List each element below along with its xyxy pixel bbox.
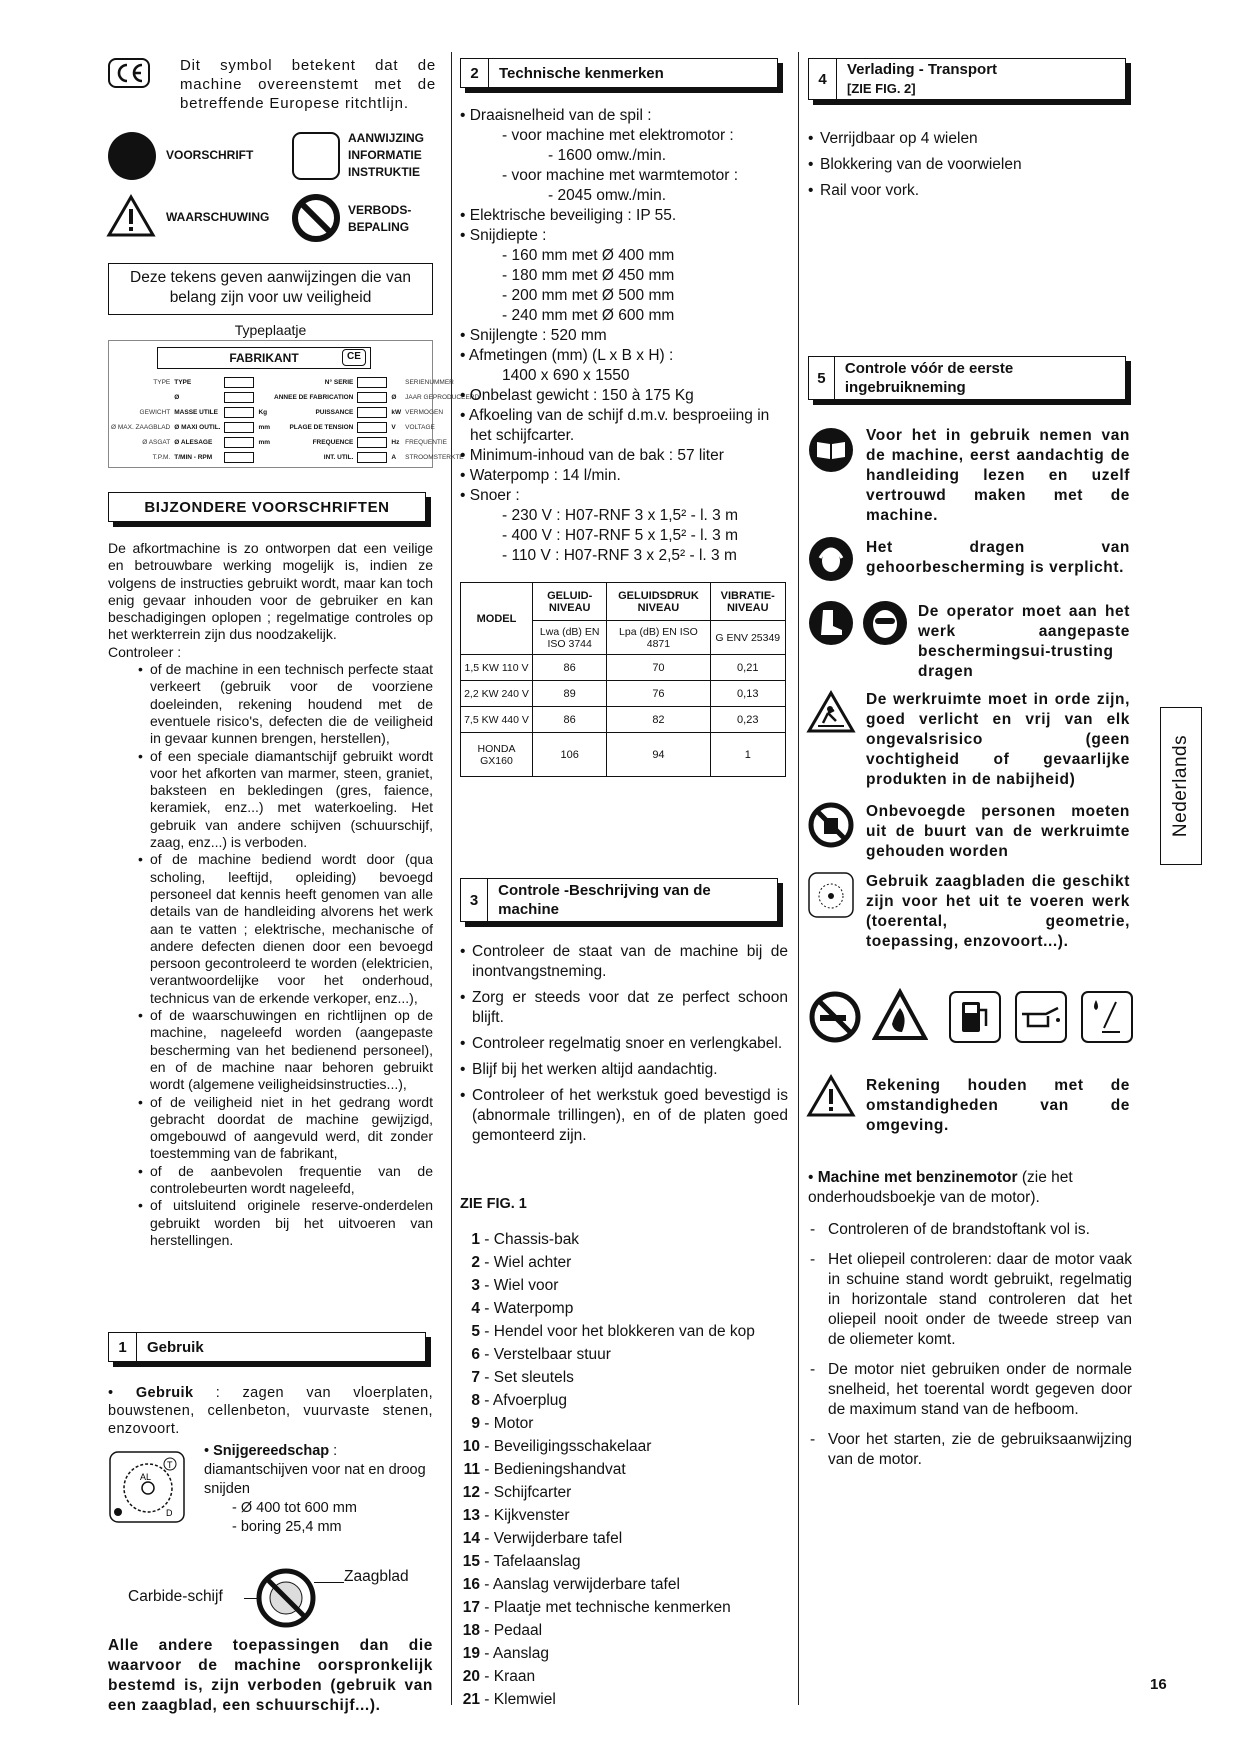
blade-diagram-icon xyxy=(108,1450,186,1524)
legend-voorschrift: VOORSCHRIFT xyxy=(166,148,254,162)
legend-verbod: VERBODS- BEPALING xyxy=(348,203,412,234)
table-header: VIBRATIE-NIVEAU xyxy=(710,583,785,621)
plate-row: TYPE TYPE N° SERIE SERIENUMMER xyxy=(109,375,481,390)
table-header: MODEL xyxy=(461,583,533,655)
svg-text:T: T xyxy=(167,1460,173,1470)
table-header: GELUID-NIVEAU xyxy=(533,583,607,621)
spec-line: - 160 mm met Ø 400 mm xyxy=(502,247,675,264)
legend-waarschuwing: WAARSCHUWING xyxy=(166,210,270,224)
legend-aanwijzing: AANWIJZING INFORMATIE INSTRUKTIE xyxy=(348,131,424,179)
table-header-row xyxy=(461,583,786,621)
parts-list xyxy=(460,1228,790,1711)
list-item: - Het oliepeil controleren: daar de motor vaak in schuine stand wordt gebruikt, regelmatig in horizontale stand controleren dat het oliepeil nooit onder de tweede streep van de oliemeter komt. xyxy=(808,1250,1132,1350)
spec-line: • Minimum-inhoud van de bak : 57 liter xyxy=(460,447,724,464)
svg-text:AL: AL xyxy=(140,1472,152,1482)
no-unauthorized-icon xyxy=(808,802,854,848)
table-cell: 82 xyxy=(607,707,710,733)
part-item: 4 - Waterpomp xyxy=(471,1300,574,1317)
spec-line: • Draaisnelheid van de spil : xyxy=(460,107,652,124)
table-row xyxy=(461,655,786,681)
plate-row: GEWICHT MASSE UTILE Kg PUISSANCE kW VERMOGEN xyxy=(109,405,481,420)
part-item: 14 - Verwijderbare tafel xyxy=(462,1530,623,1547)
part-item: 5 - Hendel voor het blokkeren van de kop xyxy=(471,1323,755,1340)
carbide-label: Carbide-schijf xyxy=(128,1588,223,1605)
table-cell: 86 xyxy=(533,655,607,681)
table-row xyxy=(461,707,786,733)
part-item: 18 - Pedaal xyxy=(462,1622,543,1639)
face-protection-icon xyxy=(862,600,908,646)
table-unit: Lpa (dB) EN ISO 4871 xyxy=(607,621,710,655)
list-item: • Blijf bij het werken altijd aandachtig. xyxy=(460,1060,788,1080)
spec-line: - 2045 omw./min. xyxy=(548,187,667,204)
table-cell: 106 xyxy=(533,733,607,777)
info-square-icon xyxy=(292,132,340,180)
table-cell: 1 xyxy=(710,733,785,777)
warning-workspace: De werkruimte moet in orde zijn, goed verlicht en vrij van elk ongevalsrisico (geen vochtigheid of gevaarlijke produkten in de nabijheid) xyxy=(866,691,1130,788)
list-item: • of een speciale diamantschijf gebruikt wordt voor het afkorten van marmer, steen, graniet, baksteen en bekledingen (gres, faience, keramiek, enz...) met waterkoeling. Het gebruik van andere schijven (schuurschijf, zaag, enz...) is verboden. xyxy=(138,748,433,852)
part-item: 11 - Bedieningshandvat xyxy=(463,1461,626,1478)
list-item: - Voor het starten, zie de gebruiksaanwijzing van de motor. xyxy=(808,1430,1132,1470)
spec-line: • Snoer : xyxy=(460,487,520,504)
table-cell: HONDA GX160 xyxy=(461,733,533,777)
spec-line: - 200 mm met Ø 500 mm xyxy=(502,287,675,304)
section-1-gebruik: 1 Gebruik xyxy=(108,1332,426,1362)
spec-line: - 1600 omw./min. xyxy=(548,147,667,164)
plate-row: Ø ANNEE DE FABRICATION Ø JAAR GEPRODUCEERD xyxy=(109,390,481,405)
read-manual-icon xyxy=(808,427,854,473)
spec-line: • Onbelast gewicht : 150 à 175 Kg xyxy=(460,387,694,404)
spec-line: • Afkoeling van de schijf d.m.v. besproeiing in het schijfcarter. xyxy=(460,407,770,444)
part-item: 1 - Chassis-bak xyxy=(471,1231,580,1248)
spec-line: • Afmetingen (mm) (L x B x H) : xyxy=(460,347,674,364)
list-item: • of de machine bediend wordt door (qua scholing, leeftijd, opleiding) bevoegd personeel dat kennis heeft genomen van alle details van de handleiding alvorens het werk aan te vatten ; elektrische, mechanische of andere defecten dienen door een bevoegd persoon gecontroleerd te worden (elektricien, verantwoordelijke voor het onderhoud, technicus van de erkende verkoper, enz...), xyxy=(138,851,433,1007)
part-item: 17 - Plaatje met technische kenmerken xyxy=(462,1599,731,1616)
water-level-icon xyxy=(1080,990,1134,1044)
part-item: 19 - Aanslag xyxy=(462,1645,549,1662)
spec-line: • Waterpomp : 14 l/min. xyxy=(460,467,621,484)
mandatory-circle-icon xyxy=(108,132,156,180)
plate-row: Ø ASGAT Ø ALESAGE mm FREQUENCE Hz FREQUENTIE xyxy=(109,435,481,450)
page-number: 16 xyxy=(1150,1676,1167,1693)
table-cell: 0,13 xyxy=(710,681,785,707)
snijgereedschap: • Snijgereedschap : diamantschijven voor nat en droog snijden - Ø 400 tot 600 mm - boring 25,4 mm xyxy=(204,1443,426,1535)
table-unit: Lwa (dB) EN ISO 3744 xyxy=(533,621,607,655)
table-cell: 0,23 xyxy=(710,707,785,733)
list-item: • Controleer regelmatig snoer en verlengkabel. xyxy=(460,1034,788,1054)
warning-ear-protection: Het dragen van gehoorbescherming is verplicht. xyxy=(866,539,1130,576)
warning-read-manual: Voor het in gebruik nemen van de machine, eerst aandachtig de handleiding lezen en uzelf vertrouwd maken met de machine. xyxy=(866,427,1130,524)
warning-environment: Rekening houden met de omstandigheden van de omgeving. xyxy=(866,1077,1130,1134)
spec-line: - 400 V : H07-RNF 5 x 1,5² - l. 3 m xyxy=(502,527,739,544)
benzine-heading: • Machine met benzinemotor (zie het onderhoudsboekje van de motor). xyxy=(808,1169,1073,1206)
spec-line: - 180 mm met Ø 450 mm xyxy=(502,267,675,284)
trip-hazard-icon xyxy=(806,690,856,734)
noise-table xyxy=(460,582,786,777)
part-item: 10 - Beveiligingsschakelaar xyxy=(462,1438,652,1455)
part-item: 6 - Verstelbaar stuur xyxy=(471,1346,611,1363)
section-3-controle: 3 Controle -Beschrijving van de machine xyxy=(460,878,778,922)
warning-blade-selection: Gebruik zaagbladen die geschikt zijn voor het uit te voeren werk (toerental, geometrie, toepassing, enzovoort...). xyxy=(866,873,1130,950)
type-plate xyxy=(108,340,480,468)
table-cell: 0,21 xyxy=(710,655,785,681)
list-item: • of de veiligheid niet in het gedrang wordt gebracht doordat de machine gewijzigd, omgebouwd of aangevuld werd, dit zonder toestemming van de fabrikant, xyxy=(138,1094,433,1163)
language-tab: Nederlands xyxy=(1160,707,1202,865)
table-cell: 94 xyxy=(607,733,710,777)
plate-row: T.P.M. T/MIN - RPM INT. UTIL. A STROOMSTERKTE xyxy=(109,450,481,465)
controle-list xyxy=(460,942,788,1152)
part-item: 13 - Kijkvenster xyxy=(462,1507,570,1524)
list-item: • of uitsluitend originele reserve-onderdelen gebruikt worden bij het uitvoeren van herstellingen. xyxy=(138,1197,433,1249)
safety-boots-icon xyxy=(808,600,854,646)
plate-caption: Typeplaatje xyxy=(234,322,307,338)
zie-fig-1: ZIE FIG. 1 xyxy=(460,1196,527,1212)
table-cell: 70 xyxy=(607,655,710,681)
list-item: • Zorg er steeds voor dat ze perfect schoon blijft. xyxy=(460,988,788,1028)
list-item: • of de aanbevolen frequentie van de controlebeurten wordt nageleefd, xyxy=(138,1163,433,1198)
no-smoking-icon xyxy=(808,990,862,1044)
no-carbide-disc-icon xyxy=(254,1566,318,1630)
gebruik-text: • Gebruik : zagen van vloerplaten, bouwstenen, cellenbeton, vuurvaste stenen, enzovoort. xyxy=(108,1385,433,1437)
spec-line: - voor machine met elektromotor : xyxy=(502,127,734,144)
flammable-icon xyxy=(872,988,928,1044)
spec-line: 1400 x 690 x 1550 xyxy=(502,367,630,384)
table-row xyxy=(461,681,786,707)
column-divider xyxy=(451,52,452,1705)
final-warning: Alle andere toepassingen dan die waarvoor de machine oorspronkelijk bestemd is, zijn verboden (gebruik van een zaagblad, een schuurschijf...). xyxy=(108,1637,433,1714)
carbide-leader xyxy=(244,1598,260,1599)
spec-line: • Snijlengte : 520 mm xyxy=(460,327,607,344)
table-cell: 86 xyxy=(533,707,607,733)
spec-line: - 240 mm met Ø 600 mm xyxy=(502,307,675,324)
list-item: • Verrijdbaar op 4 wielen xyxy=(808,126,1138,152)
table-cell: 89 xyxy=(533,681,607,707)
zaagblad-label: Zaagblad xyxy=(344,1568,409,1585)
list-item: - Controleren of de brandstoftank vol is. xyxy=(808,1220,1132,1240)
environment-warning-icon xyxy=(806,1074,856,1118)
warning-triangle-icon xyxy=(106,194,156,238)
ear-protection-icon xyxy=(808,536,854,582)
list-item: - De motor niet gebruiken onder de normale snelheid, het toerental wordt gegeven door de maximum stand van de hefboom. xyxy=(808,1360,1132,1420)
svg-text:D: D xyxy=(166,1508,173,1518)
blade-selection-icon xyxy=(808,872,854,918)
list-item: • Blokkering van de voorwielen xyxy=(808,152,1138,178)
section-5-controle: 5 Controle vóór de eerste ingebruikneming xyxy=(808,356,1126,400)
prohibition-icon xyxy=(290,192,342,244)
section-2-technisch: 2 Technische kenmerken xyxy=(460,58,778,88)
table-cell: 1,5 KW 110 V xyxy=(461,655,533,681)
part-item: 9 - Motor xyxy=(471,1415,534,1432)
part-item: 2 - Wiel achter xyxy=(471,1254,572,1271)
ce-small-icon: CE xyxy=(342,349,366,366)
table-cell: 76 xyxy=(607,681,710,707)
warning-protective-gear: De operator moet aan het werk aangepaste beschermingsui-trusting dragen xyxy=(918,603,1130,680)
table-cell: 2,2 KW 240 V xyxy=(461,681,533,707)
table-header: GELUIDSDRUK NIVEAU xyxy=(607,583,710,621)
table-row xyxy=(461,733,786,777)
plate-table xyxy=(109,375,481,465)
spec-line: • Elektrische beveiliging : IP 55. xyxy=(460,207,677,224)
part-item: 3 - Wiel voor xyxy=(471,1277,559,1294)
ce-description: Dit symbol betekent dat de machine overeenstemt met de betreffende Europese ritchtlijn. xyxy=(180,57,436,112)
transport-list xyxy=(808,126,1138,204)
fuel-pump-icon xyxy=(948,990,1002,1044)
part-item: 21 - Klemwiel xyxy=(462,1691,556,1708)
oil-can-icon xyxy=(1014,990,1068,1044)
list-item: • of de machine in een technisch perfecte staat verkeert (gebruik voor de voorziene doeleinden, rekening houdend met de eventuele risico's, defecten die de veiligheid in gevaar kunnen brengen, herstellen), xyxy=(138,661,433,747)
bijzondere-text: De afkortmachine is zo ontworpen dat een veilige en betrouwbare werking mogelijk is, indien ze volgens de instructies gebruikt wordt, maar kan toch enig gevaar inhouden voor de gebruiker en kan beschadigingen oplopen ; regelmatige controles op het werkterrein zijn dus noodzakelijk. Controleer : • of de machine in een technisch perfecte staat verkeert (gebruik voor de voorziene doeleinden, rekening houdend met de eventuele risico's, defecten die de veiligheid in gevaar kunnen brengen, herstellen), • of een speciale diamantschijf gebruikt wordt voor het afkorten van marmer, steen, graniet, baksteen en bekledingen (gres, faience, keramiek, enz...) met waterkoeling. Het gebruik van andere schijven (schuurschijf, zaag, enz...) is verboden. • of de machine bediend wordt door (qua scholing, leeftijd, opleiding) bevoegd personeel dat kennis heeft genomen van alle details van de handleiding alvorens het werk aan te vatten ; elektrische, mechanische of andere defecten dienen door een bevoegd persoon gecontroleerd te worden (elektricien, verantwoordelijke voor het onderhoud, technicus van de erkende verkoper, enz...), • of de waarschuwingen en richtlijnen op de machine, nageleefd worden (aangepaste bescherming van het bedienend personeel), en of de machine naar behoren gebruikt wordt (algemene veiligheidsinstructies...), • of de veiligheid niet in het gedrang wordt gebracht doordat de machine gewijzigd, omgebouwd of aangevuld werd, dit zonder toestemming van de fabrikant, • of de aanbevolen frequentie van de controlebeurten wordt nageleefd, • of uitsluitend originele reserve-onderdelen gebruikt worden bij het uitvoeren van herstellingen. xyxy=(108,540,433,1249)
spec-line: - voor machine met warmtemotor : xyxy=(502,167,739,184)
part-item: 7 - Set sleutels xyxy=(471,1369,574,1386)
part-item: 8 - Afvoerplug xyxy=(471,1392,568,1409)
section-bijzondere: BIJZONDERE VOORSCHRIFTEN xyxy=(108,492,426,522)
table-cell: 7,5 KW 440 V xyxy=(461,707,533,733)
list-item: • Controleer de staat van de machine bij de inontvangstneming. xyxy=(460,942,788,982)
plate-row: Ø MAX. ZAAGBLAD Ø MAXI OUTIL. mm PLAGE DE TENSION V VOLTAGE xyxy=(109,420,481,435)
warning-unauthorized: Onbevoegde personen moeten uit de buurt van de werkruimte gehouden worden xyxy=(866,803,1130,860)
zaagblad-leader xyxy=(314,1582,344,1583)
column-divider xyxy=(798,52,799,1705)
list-item: • Controleer of het werkstuk goed bevestigd is (abnormale trillingen), en of de platen goed gemonteerd zijn. xyxy=(460,1086,788,1146)
part-item: 12 - Schijfcarter xyxy=(462,1484,572,1501)
spec-list xyxy=(460,106,788,566)
list-item: • of de waarschuwingen en richtlijnen op de machine, nageleefd worden (aangepaste bescherming van het bedienend personeel), en of de machine naar behoren gebruikt wordt (algemene veiligheidsinstructies...), xyxy=(138,1007,433,1093)
ce-mark-icon xyxy=(108,58,150,88)
part-item: 16 - Aanslag verwijderbare tafel xyxy=(462,1576,680,1593)
table-unit: G ENV 25349 xyxy=(710,621,785,655)
safety-box: Deze tekens geven aanwijzingen die van belang zijn voor uw veiligheid xyxy=(108,263,433,315)
benzine-list xyxy=(808,1220,1132,1480)
spec-line: - 110 V : H07-RNF 3 x 2,5² - l. 3 m xyxy=(502,547,737,564)
spec-line: • Snijdiepte : xyxy=(460,227,547,244)
plate-title: FABRIKANT CE xyxy=(157,347,371,369)
list-item: • Rail voor vork. xyxy=(808,178,1138,204)
part-item: 15 - Tafelaanslag xyxy=(462,1553,581,1570)
spec-line: - 230 V : H07-RNF 3 x 1,5² - l. 3 m xyxy=(502,507,739,524)
section-4-transport: 4 Verlading - Transport [ZIE FIG. 2] xyxy=(808,58,1126,100)
part-item: 20 - Kraan xyxy=(462,1668,536,1685)
